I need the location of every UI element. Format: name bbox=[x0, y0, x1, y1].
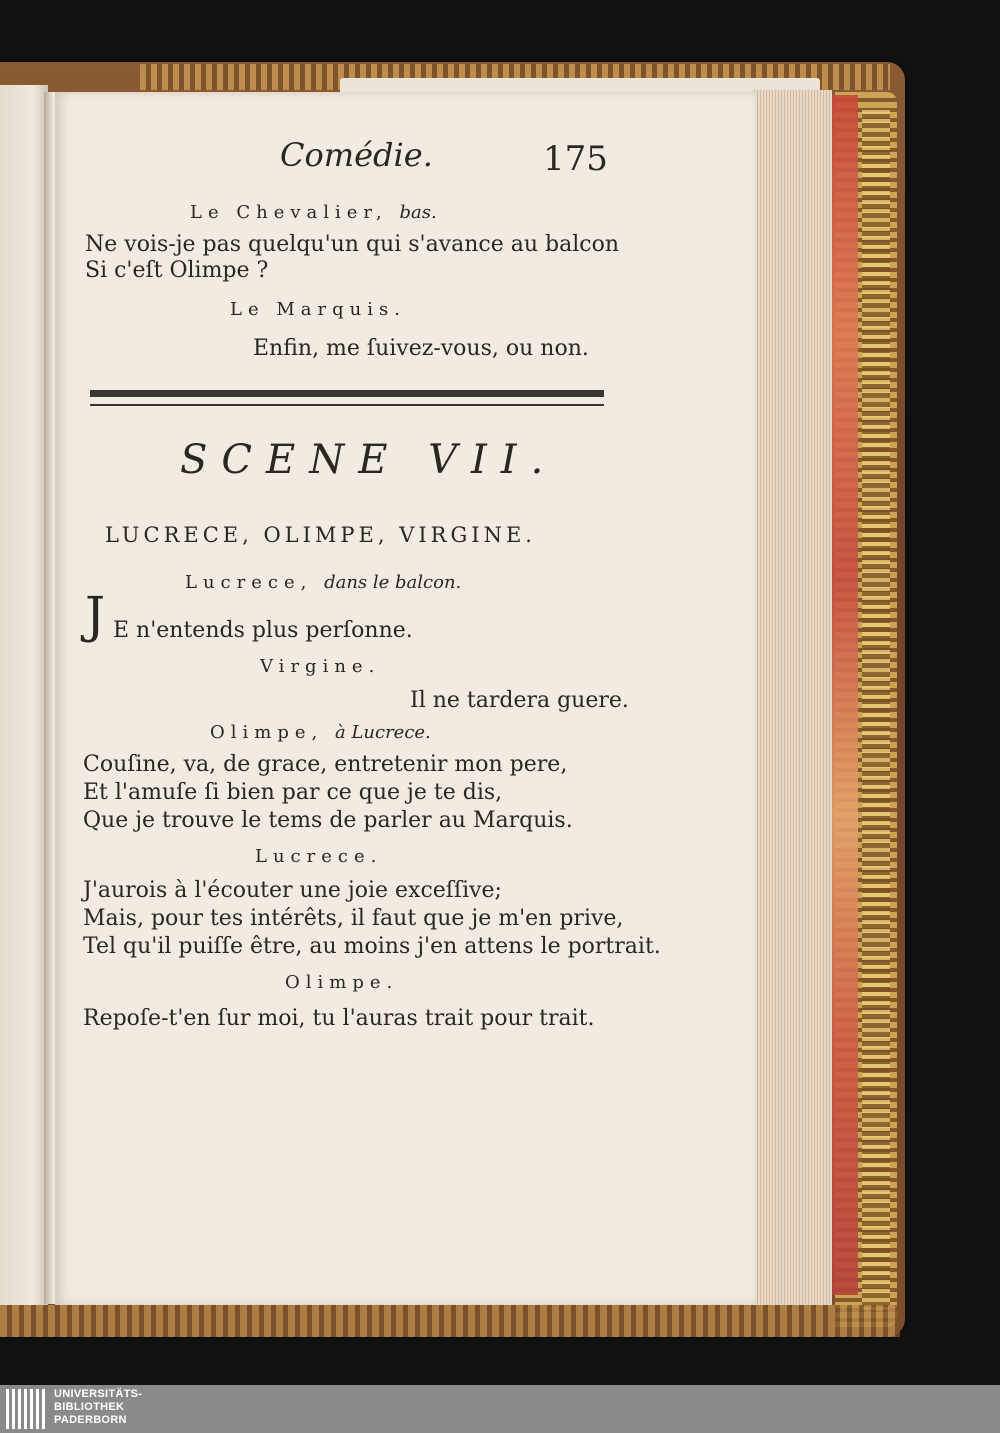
cast-list: LUCRECE, OLIMPE, VIRGINE. bbox=[105, 523, 536, 547]
speaker-heading bbox=[185, 570, 461, 596]
running-title: Comédie. bbox=[280, 136, 433, 174]
drop-cap: J bbox=[85, 586, 106, 644]
verse-line: Repoſe-t'en ſur moi, tu l'auras trait pour trait. bbox=[83, 1006, 595, 1031]
verse-line: J'aurois à l'écouter une joie exceſſive; bbox=[83, 878, 502, 903]
verse-line: Que je trouve le tems de parler au Marquis. bbox=[83, 808, 573, 833]
speaker-heading: Olimpe. bbox=[285, 972, 399, 993]
scene-title: SCENE VII. bbox=[180, 437, 558, 483]
verse-line: Tel qu'il puiſſe être, au moins j'en attens le portrait. bbox=[83, 934, 661, 959]
library-footer bbox=[0, 1385, 1000, 1433]
speaker-heading: Lucrece. bbox=[255, 846, 383, 867]
verse-line: E n'entends plus perſonne. bbox=[113, 618, 413, 643]
page-fore-edge bbox=[752, 90, 832, 1305]
stage-direction: bas. bbox=[399, 202, 437, 223]
verse-line: Si c'eſt Olimpe ? bbox=[85, 258, 269, 283]
gilt-bottom-edge bbox=[0, 1305, 900, 1337]
speaker-heading: Virgine. bbox=[260, 656, 381, 677]
speaker-name: Lucrece, bbox=[185, 572, 313, 593]
stage-direction: à Lucrece. bbox=[334, 722, 431, 743]
verse-line: Il ne tardera guere. bbox=[410, 688, 629, 713]
verse-line: Et l'amuſe ſi bien par ce que je te dis, bbox=[83, 780, 503, 805]
library-logo-icon bbox=[6, 1389, 46, 1429]
stage-direction: dans le balcon. bbox=[324, 572, 462, 593]
gilt-pattern bbox=[862, 110, 890, 1310]
verse-line: Enfin, me ſuivez-vous, ou non. bbox=[253, 336, 589, 361]
section-rule bbox=[90, 390, 604, 397]
speaker-heading: Le Marquis. bbox=[230, 299, 406, 320]
right-page bbox=[55, 92, 755, 1305]
left-page bbox=[0, 85, 48, 1305]
speaker-heading bbox=[210, 720, 431, 746]
verse-line: Ne vois-je pas quelqu'un qui s'avance au balcon bbox=[85, 232, 619, 257]
verse-line: Couſine, va, de grace, entretenir mon pere, bbox=[83, 752, 568, 777]
verse-line: Mais, pour tes intérêts, il faut que je m'en prive, bbox=[83, 906, 624, 931]
marbled-edge bbox=[828, 95, 858, 1295]
page-number: 175 bbox=[543, 139, 608, 179]
speaker-heading: Le Chevalier, bas. bbox=[190, 202, 437, 223]
speaker-name: Le Chevalier bbox=[190, 202, 377, 223]
library-logo-text: UNIVERSITÄTS- BIBLIOTHEK PADERBORN bbox=[54, 1388, 143, 1426]
speaker-name: Olimpe, bbox=[210, 722, 324, 743]
section-rule-thin bbox=[90, 404, 604, 406]
